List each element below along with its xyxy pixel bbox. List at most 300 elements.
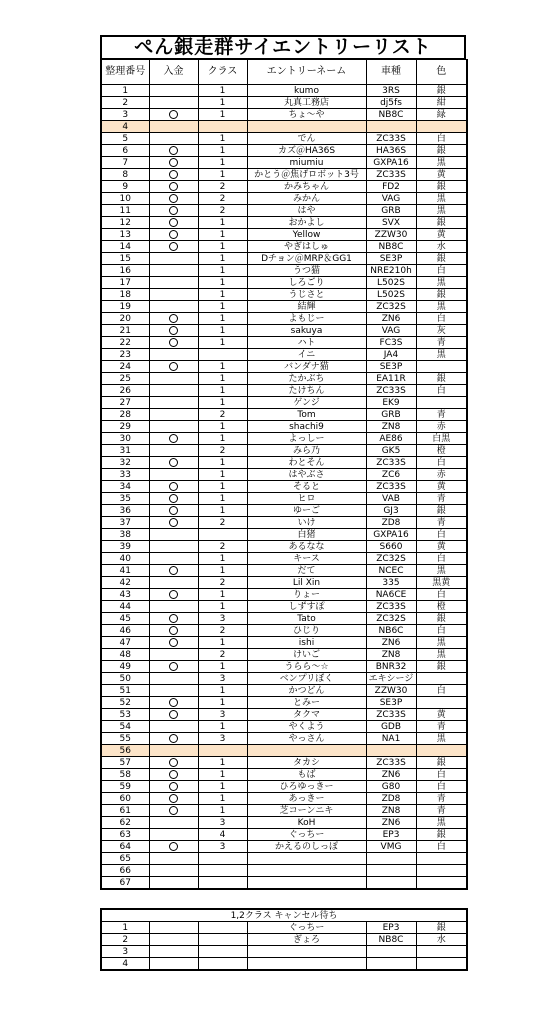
entry-name-cell: やくよう — [247, 721, 366, 733]
paid-cell — [149, 469, 198, 481]
car-model-cell: EK9 — [366, 397, 416, 409]
entry-name-cell: たけちん — [247, 385, 366, 397]
color-cell: 銀 — [416, 661, 467, 673]
table-row — [101, 85, 467, 97]
paid-cell — [149, 445, 198, 457]
page-title: ぺん銀走群サイエントリーリスト — [100, 35, 466, 59]
class-cell: 1 — [198, 265, 247, 277]
table-row — [101, 841, 467, 853]
car-model-cell: SE3P — [366, 697, 416, 709]
entry-name-cell: みかん — [247, 193, 366, 205]
class-cell: 3 — [198, 817, 247, 829]
table-row — [101, 397, 467, 409]
number-cell: 49 — [101, 661, 149, 673]
entry-name-cell — [247, 121, 366, 133]
paid-circle-icon — [169, 806, 178, 815]
table-row — [101, 958, 467, 971]
color-cell — [416, 397, 467, 409]
car-model-cell: ZN6 — [366, 313, 416, 325]
table-row — [101, 745, 467, 757]
entry-name-cell: カズ＠HA36S — [247, 145, 366, 157]
entry-name-cell: KoH — [247, 817, 366, 829]
paid-cell — [149, 121, 198, 133]
car-model-cell: EA11R — [366, 373, 416, 385]
class-cell: 1 — [198, 277, 247, 289]
paid-circle-icon — [169, 146, 178, 155]
paid-circle-icon — [169, 158, 178, 167]
car-model-cell: ZC32S — [366, 553, 416, 565]
number-cell: 1 — [101, 922, 149, 934]
entry-name-cell — [247, 877, 366, 890]
car-model-cell: NA1 — [366, 733, 416, 745]
number-cell: 8 — [101, 169, 149, 181]
entry-name-cell: キース — [247, 553, 366, 565]
car-model-cell: NRE210h — [366, 265, 416, 277]
paid-cell — [149, 685, 198, 697]
entry-name-cell: かえるのしっぽ — [247, 841, 366, 853]
number-cell: 23 — [101, 349, 149, 361]
entry-table — [100, 59, 468, 890]
number-cell: 39 — [101, 541, 149, 553]
class-cell: 2 — [198, 193, 247, 205]
car-model-cell: NA6CE — [366, 589, 416, 601]
color-cell: 黒 — [416, 277, 467, 289]
number-cell: 40 — [101, 553, 149, 565]
table-row — [101, 313, 467, 325]
paid-cell — [149, 637, 198, 649]
car-model-cell: GXPA16 — [366, 157, 416, 169]
paid-cell — [149, 289, 198, 301]
class-cell: 1 — [198, 301, 247, 313]
paid-circle-icon — [169, 482, 178, 491]
car-model-cell: ZC33S — [366, 709, 416, 721]
number-cell: 15 — [101, 253, 149, 265]
entry-name-cell — [247, 958, 366, 971]
table-row — [101, 589, 467, 601]
paid-cell — [149, 601, 198, 613]
car-model-cell: L502S — [366, 289, 416, 301]
class-cell: 1 — [198, 553, 247, 565]
car-model-cell: ZC33S — [366, 385, 416, 397]
car-model-cell: ZN8 — [366, 805, 416, 817]
table-row — [101, 517, 467, 529]
color-cell: 灰 — [416, 325, 467, 337]
class-cell: 1 — [198, 289, 247, 301]
table-row — [101, 793, 467, 805]
color-cell: 黄 — [416, 709, 467, 721]
class-cell: 1 — [198, 697, 247, 709]
table-row — [101, 253, 467, 265]
number-cell: 46 — [101, 625, 149, 637]
paid-cell — [149, 433, 198, 445]
color-cell: 白 — [416, 685, 467, 697]
color-cell: 黄 — [416, 169, 467, 181]
paid-cell — [149, 145, 198, 157]
car-model-cell: EP3 — [366, 829, 416, 841]
car-model-cell: G80 — [366, 781, 416, 793]
table-row — [101, 181, 467, 193]
car-model-cell: SVX — [366, 217, 416, 229]
table-row — [101, 541, 467, 553]
paid-cell — [149, 97, 198, 109]
paid-circle-icon — [169, 434, 178, 443]
color-cell: 黒 — [416, 193, 467, 205]
car-model-cell: ZZW30 — [366, 229, 416, 241]
entry-name-cell: 丸真工務店 — [247, 97, 366, 109]
class-cell: 1 — [198, 661, 247, 673]
class-cell: 1 — [198, 637, 247, 649]
entry-name-cell: かとう＠焦げロボット3号 — [247, 169, 366, 181]
paid-cell — [149, 373, 198, 385]
table-row — [101, 457, 467, 469]
table-row — [101, 709, 467, 721]
car-model-cell: ZC32S — [366, 301, 416, 313]
table-row — [101, 829, 467, 841]
number-cell: 14 — [101, 241, 149, 253]
entry-name-cell: ひじり — [247, 625, 366, 637]
paid-circle-icon — [169, 626, 178, 635]
car-model-cell: SE3P — [366, 361, 416, 373]
paid-circle-icon — [169, 710, 178, 719]
table-row — [101, 433, 467, 445]
table-row — [101, 805, 467, 817]
number-cell: 17 — [101, 277, 149, 289]
color-cell: 白 — [416, 133, 467, 145]
entry-name-cell: イニ — [247, 349, 366, 361]
entry-name-cell: うじさと — [247, 289, 366, 301]
paid-circle-icon — [169, 698, 178, 707]
class-cell: 1 — [198, 385, 247, 397]
color-cell: 銀 — [416, 757, 467, 769]
color-cell: 白 — [416, 589, 467, 601]
color-cell: 黄 — [416, 541, 467, 553]
car-model-cell: S660 — [366, 541, 416, 553]
paid-cell — [149, 865, 198, 877]
entry-name-cell: ぎょろ — [247, 934, 366, 946]
paid-cell — [149, 589, 198, 601]
class-cell — [198, 745, 247, 757]
class-cell: 2 — [198, 181, 247, 193]
paid-cell — [149, 757, 198, 769]
entry-name-cell: かつどん — [247, 685, 366, 697]
class-cell — [198, 946, 247, 958]
color-cell — [416, 361, 467, 373]
color-cell: 白 — [416, 457, 467, 469]
car-model-cell — [366, 877, 416, 890]
class-cell: 1 — [198, 253, 247, 265]
table-row — [101, 265, 467, 277]
color-cell: 白 — [416, 841, 467, 853]
paid-circle-icon — [169, 758, 178, 767]
entry-name-cell: うつ猫 — [247, 265, 366, 277]
entry-name-cell: わとそん — [247, 457, 366, 469]
class-cell: 1 — [198, 793, 247, 805]
table-row — [101, 385, 467, 397]
number-cell: 11 — [101, 205, 149, 217]
color-cell: 銀 — [416, 85, 467, 97]
paid-cell — [149, 85, 198, 97]
table-row — [101, 373, 467, 385]
table-row — [101, 781, 467, 793]
entry-name-cell: ishi — [247, 637, 366, 649]
table-row — [101, 217, 467, 229]
number-cell: 35 — [101, 493, 149, 505]
color-cell: 水 — [416, 241, 467, 253]
number-cell: 61 — [101, 805, 149, 817]
number-cell: 20 — [101, 313, 149, 325]
class-cell: 1 — [198, 157, 247, 169]
entry-name-cell: kumo — [247, 85, 366, 97]
paid-cell — [149, 385, 198, 397]
car-model-cell: GDB — [366, 721, 416, 733]
table-row — [101, 325, 467, 337]
paid-cell — [149, 829, 198, 841]
color-cell: 青 — [416, 517, 467, 529]
table-row — [101, 673, 467, 685]
number-cell: 65 — [101, 853, 149, 865]
paid-circle-icon — [169, 842, 178, 851]
paid-circle-icon — [169, 110, 178, 119]
color-cell: 黄 — [416, 229, 467, 241]
paid-cell — [149, 277, 198, 289]
color-cell: 白 — [416, 385, 467, 397]
number-cell: 62 — [101, 817, 149, 829]
table-row — [101, 277, 467, 289]
class-cell: 1 — [198, 217, 247, 229]
color-cell: 橙 — [416, 601, 467, 613]
car-model-cell: ZC33S — [366, 757, 416, 769]
entry-name-cell: 白猪 — [247, 529, 366, 541]
paid-cell — [149, 793, 198, 805]
paid-cell — [149, 922, 198, 934]
color-cell: 白 — [416, 553, 467, 565]
paid-cell — [149, 565, 198, 577]
number-cell: 47 — [101, 637, 149, 649]
color-cell: 赤 — [416, 421, 467, 433]
color-cell: 銀 — [416, 613, 467, 625]
entry-name-cell: うらら～☆ — [247, 661, 366, 673]
number-cell: 30 — [101, 433, 149, 445]
number-cell: 42 — [101, 577, 149, 589]
table-row — [101, 853, 467, 865]
number-cell: 4 — [101, 121, 149, 133]
number-cell: 7 — [101, 157, 149, 169]
paid-cell — [149, 661, 198, 673]
entry-name-cell: やぎはしゅ — [247, 241, 366, 253]
number-cell: 25 — [101, 373, 149, 385]
table-row — [101, 505, 467, 517]
table-row — [101, 553, 467, 565]
table-row — [101, 697, 467, 709]
table-row — [101, 349, 467, 361]
entry-name-cell: ひろゆっきー — [247, 781, 366, 793]
paid-circle-icon — [169, 734, 178, 743]
car-model-cell — [366, 958, 416, 971]
number-cell: 32 — [101, 457, 149, 469]
color-cell: 銀 — [416, 253, 467, 265]
paid-circle-icon — [169, 782, 178, 791]
class-cell: 2 — [198, 517, 247, 529]
number-cell: 54 — [101, 721, 149, 733]
car-model-cell: VAG — [366, 193, 416, 205]
entry-name-cell: miumiu — [247, 157, 366, 169]
table-row — [101, 169, 467, 181]
class-cell: 1 — [198, 589, 247, 601]
paid-circle-icon — [169, 794, 178, 803]
entry-name-cell: タカシ — [247, 757, 366, 769]
entry-name-cell: ゆーご — [247, 505, 366, 517]
class-cell: 1 — [198, 373, 247, 385]
color-cell: 青 — [416, 409, 467, 421]
table-row — [101, 445, 467, 457]
paid-cell — [149, 241, 198, 253]
car-model-cell: ZC33S — [366, 481, 416, 493]
table-row — [101, 721, 467, 733]
header-paid: 入金 — [149, 60, 198, 85]
paid-cell — [149, 541, 198, 553]
entry-name-cell: バンダナ猫 — [247, 361, 366, 373]
paid-circle-icon — [169, 170, 178, 179]
color-cell: 銀 — [416, 505, 467, 517]
paid-cell — [149, 205, 198, 217]
entry-name-cell: やっさん — [247, 733, 366, 745]
entry-name-cell: はや — [247, 205, 366, 217]
car-model-cell — [366, 853, 416, 865]
table-row — [101, 133, 467, 145]
entry-name-cell — [247, 946, 366, 958]
car-model-cell: GRB — [366, 205, 416, 217]
table-row — [101, 565, 467, 577]
color-cell: 赤 — [416, 469, 467, 481]
class-cell: 4 — [198, 829, 247, 841]
table-row — [101, 337, 467, 349]
header-class: クラス — [198, 60, 247, 85]
paid-circle-icon — [169, 638, 178, 647]
car-model-cell: ZC6 — [366, 469, 416, 481]
table-row — [101, 529, 467, 541]
color-cell — [416, 865, 467, 877]
entry-name-cell: だて — [247, 565, 366, 577]
number-cell: 60 — [101, 793, 149, 805]
number-cell: 53 — [101, 709, 149, 721]
paid-cell — [149, 313, 198, 325]
entry-name-cell: Tato — [247, 613, 366, 625]
car-model-cell: ZN6 — [366, 769, 416, 781]
color-cell: 水 — [416, 934, 467, 946]
color-cell: 橙 — [416, 445, 467, 457]
paid-cell — [149, 697, 198, 709]
class-cell: 2 — [198, 649, 247, 661]
table-row — [101, 946, 467, 958]
color-cell: 銀 — [416, 829, 467, 841]
car-model-cell: EP3 — [366, 922, 416, 934]
class-cell: 1 — [198, 805, 247, 817]
color-cell: 銀 — [416, 181, 467, 193]
header-entry-name: エントリーネーム — [247, 60, 366, 85]
class-cell — [198, 349, 247, 361]
class-cell: 1 — [198, 505, 247, 517]
entry-name-cell: Yellow — [247, 229, 366, 241]
car-model-cell: AE86 — [366, 433, 416, 445]
entry-name-cell: もば — [247, 769, 366, 781]
color-cell — [416, 958, 467, 971]
class-cell: 3 — [198, 841, 247, 853]
number-cell: 63 — [101, 829, 149, 841]
class-cell: 1 — [198, 493, 247, 505]
entry-name-cell: あっきー — [247, 793, 366, 805]
paid-cell — [149, 397, 198, 409]
paid-cell — [149, 769, 198, 781]
color-cell: 黒 — [416, 205, 467, 217]
table-row — [101, 193, 467, 205]
paid-cell — [149, 229, 198, 241]
entry-name-cell — [247, 745, 366, 757]
number-cell: 50 — [101, 673, 149, 685]
table-row — [101, 481, 467, 493]
number-cell: 3 — [101, 946, 149, 958]
number-cell: 16 — [101, 265, 149, 277]
number-cell: 29 — [101, 421, 149, 433]
color-cell: 白 — [416, 265, 467, 277]
car-model-cell: JA4 — [366, 349, 416, 361]
number-cell: 21 — [101, 325, 149, 337]
car-model-cell: ZC33S — [366, 457, 416, 469]
entry-name-cell: ぐっちー — [247, 922, 366, 934]
color-cell: 白黒 — [416, 433, 467, 445]
entry-name-cell: はやぶさ — [247, 469, 366, 481]
class-cell: 1 — [198, 685, 247, 697]
number-cell: 19 — [101, 301, 149, 313]
header-color: 色 — [416, 60, 467, 85]
paid-cell — [149, 481, 198, 493]
color-cell — [416, 853, 467, 865]
paid-cell — [149, 781, 198, 793]
number-cell: 64 — [101, 841, 149, 853]
car-model-cell: ZC33S — [366, 169, 416, 181]
class-cell — [198, 922, 247, 934]
car-model-cell: GXPA16 — [366, 529, 416, 541]
paid-cell — [149, 253, 198, 265]
number-cell: 38 — [101, 529, 149, 541]
class-cell: 1 — [198, 457, 247, 469]
table-row — [101, 469, 467, 481]
car-model-cell — [366, 121, 416, 133]
entry-name-cell: sakuya — [247, 325, 366, 337]
table-row — [101, 577, 467, 589]
color-cell — [416, 121, 467, 133]
number-cell: 58 — [101, 769, 149, 781]
table-row — [101, 649, 467, 661]
table-row — [101, 769, 467, 781]
entry-name-cell: とみー — [247, 697, 366, 709]
entry-name-cell: よっしー — [247, 433, 366, 445]
entry-name-cell: shachi9 — [247, 421, 366, 433]
number-cell: 5 — [101, 133, 149, 145]
car-model-cell: VAB — [366, 493, 416, 505]
car-model-cell: ZC32S — [366, 613, 416, 625]
entry-name-cell: よもじー — [247, 313, 366, 325]
waitlist-title: 1,2クラス キャンセル待ち — [101, 909, 467, 922]
entry-name-cell: ゲンジ — [247, 397, 366, 409]
number-cell: 27 — [101, 397, 149, 409]
paid-circle-icon — [169, 218, 178, 227]
color-cell — [416, 877, 467, 890]
paid-circle-icon — [169, 770, 178, 779]
number-cell: 33 — [101, 469, 149, 481]
paid-cell — [149, 133, 198, 145]
header-car-model: 車種 — [366, 60, 416, 85]
color-cell: 黒 — [416, 733, 467, 745]
